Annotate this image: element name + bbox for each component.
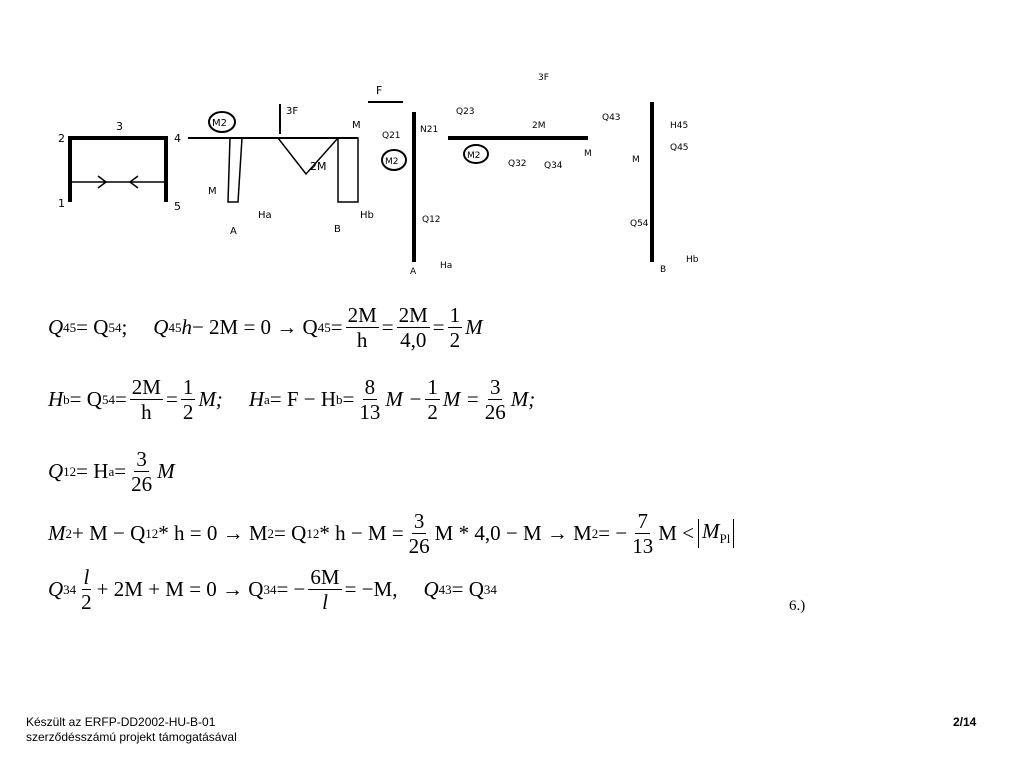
- equation-2: H b = Q 54 = $\frac{2M}{h}$ = $\frac{1}{2}$ M; H a = F − H b = $\frac{8}{13}$ M − $\frac{1}{2}$ M = $\frac{3}{26}$ M;: [48, 375, 536, 425]
- n21-label: N21: [420, 125, 439, 135]
- hb-label: Hb: [360, 210, 374, 221]
- m-fbd-right-label: M: [584, 149, 592, 159]
- footer-line-2: szerződésszámú projekt támogatásával: [26, 730, 237, 744]
- node-label-1: 1: [58, 197, 65, 210]
- equation-3: Q 12 = H a = $\frac{3}{26}$ M: [48, 447, 175, 497]
- m2-beam-label: M2: [467, 151, 481, 161]
- m2-fbd-label: M2: [385, 157, 399, 167]
- equation-number: 6.): [789, 598, 806, 614]
- node-label-3: 3: [116, 120, 123, 133]
- a-fbd-label: A: [410, 267, 417, 277]
- ha-label: Ha: [258, 210, 272, 221]
- m2b-fbd-label: 2M: [532, 121, 546, 131]
- hb-fbd-label: Hb: [686, 255, 699, 265]
- page-number: 2/14: [953, 715, 977, 729]
- equation-4: M 2 + M − Q 12 * h = 0 → M 2 = Q 12 * h − M = $\frac{3}{26}$ M * 4,0 − M → M 2 = − $\frac{7}{13}$ M < $M_{Pl}$: [48, 510, 734, 557]
- equation-1: Q 45 = Q 54 ; Q 45 h − 2M = 0 → Q 45 = $\frac{2M}{h}$ = $\frac{2M}{4,0}$ = $\frac{1}{2}$ M: [48, 303, 483, 353]
- q43-label: Q43: [602, 113, 621, 123]
- node-label-2: 2: [58, 132, 65, 145]
- q54-label: Q54: [630, 219, 649, 229]
- force-f-label: F: [376, 84, 383, 97]
- load-2m-label: 2M: [310, 160, 327, 173]
- support-b-label: B: [334, 224, 341, 235]
- node-label-5: 5: [174, 200, 181, 213]
- h45-label: H45: [670, 121, 689, 131]
- q32-label: Q32: [508, 159, 527, 169]
- m2-label: M2: [212, 118, 227, 129]
- equation-5: Q 34 $\frac{l}{2}$ + 2M + M = 0 → Q 34 = − $\frac{6M}{l}$ = −M, Q 43 = Q 34: [48, 565, 497, 615]
- q34-label: Q34: [544, 161, 563, 171]
- b-fbd-label: B: [660, 265, 667, 275]
- frame-diagram: [48, 62, 712, 290]
- moment-m-left-label: M: [208, 186, 217, 197]
- f3-fbd-label: 3F: [538, 73, 549, 83]
- footer-line-1: Készült az ERFP-DD2002-HU-B-01: [26, 715, 216, 729]
- footer-credit: [26, 715, 237, 745]
- support-a-label: A: [230, 226, 237, 237]
- load-3f-label: 3F: [286, 106, 299, 117]
- q23-label: Q23: [456, 107, 475, 117]
- m-fbd-label: M: [632, 155, 640, 165]
- node-label-4: 4: [174, 132, 181, 145]
- q45-label: Q45: [670, 143, 689, 153]
- moment-m-label: M: [352, 120, 361, 131]
- q21-label: Q21: [382, 131, 401, 141]
- ha-fbd-label: Ha: [440, 261, 453, 271]
- q12-label: Q12: [422, 215, 441, 225]
